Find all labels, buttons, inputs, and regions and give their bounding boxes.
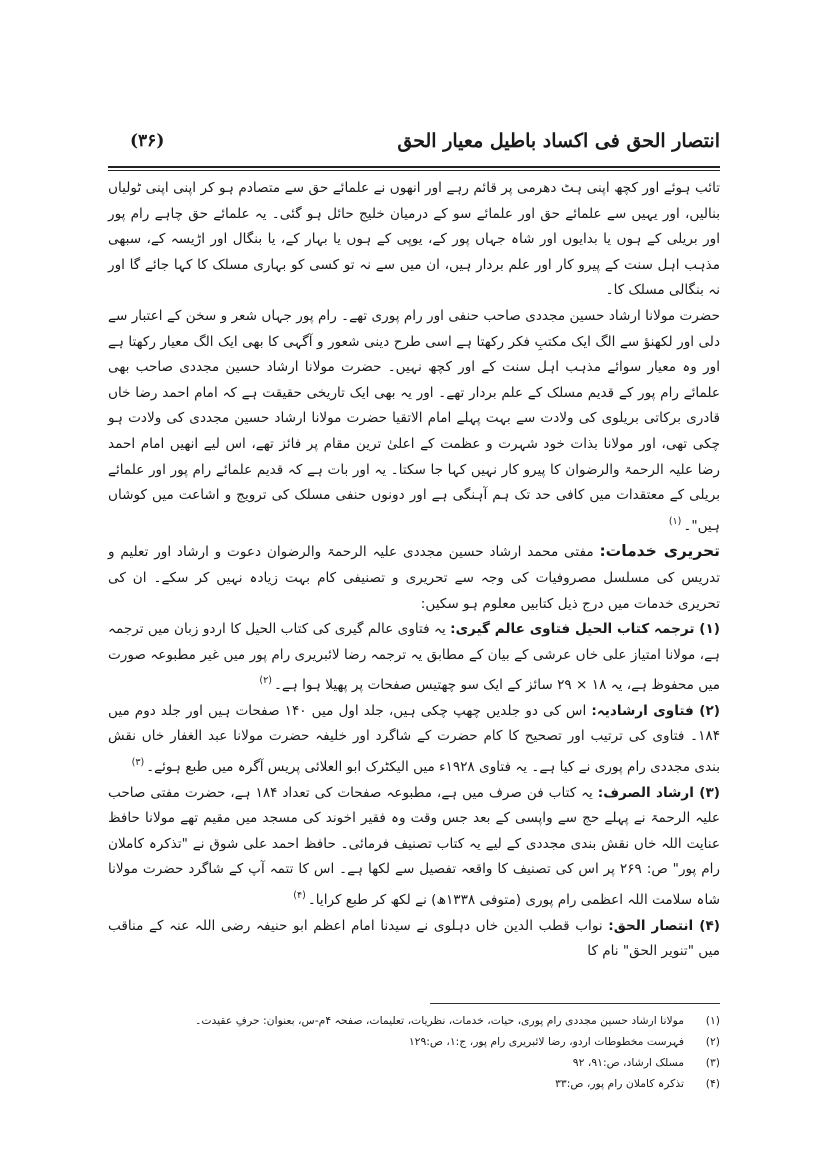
body-text [108,176,720,965]
item-heading-3: (۳) ارشاد الصرف: [597,784,720,801]
footnote: (۴) تذکرہ کاملان رام پور، ص:۳۳ [555,1077,720,1090]
footnote-ref-2: (۲) [259,675,272,687]
footnote-ref-4: (۴) [293,890,306,902]
paragraph-1: تائب ہوئے اور کچھ اپنی ہٹ دھرمی پر قائم رہے اور انھوں نے علمائے حق سے متصادم ہو کر اپنی اپنی ٹولیاں بنالیں، اور یہیں سے علمائے حق اور علمائے سو کے درمیان خلیج حائل ہو گئی۔ یہ علمائے حق چاہے رام پور اور بریلی کے ہوں یا بدایوں اور شاہ جہاں پور کے، یوپی کے ہوں یا بہار کے، یا بنگال اور اڑیسہ کے، سبھی مذہب اہل سنت کے پیرو کار اور علم بردار ہیں، ان میں سے نہ تو کسی کو بہاری مسلک کا کہا جائے گا اور نہ بنگالی مسلک کا۔ [108,180,720,299]
footnotes [108,1010,720,1094]
paragraph-2: حضرت مولانا ارشاد حسین مجددی صاحب حنفی اور رام پوری تھے۔ رام پور جہاں شعر و سخن کے اعتبار سے دلی اور لکھنؤ سے الگ ایک مکتبِ فکر رکھتا ہے اسی طرح دینی شعور و آگہی کا بھی ایک الگ معیار رکھتا ہے اور وہ معیار سوائے مذہب اہل سنت کے اور کچھ نہیں۔ حضرت مولانا ارشاد حسین مجددی صاحب بھی علمائے رام پور کے قدیم مسلک کے علم بردار تھے۔ اور یہ بھی ایک تاریخی حقیقت ہے کہ امام احمد رضا خاں قادری برکاتی بریلوی کی ولادت سے بہت پہلے امام الاتقیا حضرت مولانا ارشاد حسین مجددی کی ولادت ہو چکی تھی، اور مولانا بذات خود شہرت و عظمت کے اعلیٰ ترین مقام پر فائز تھے، اس لیے انھیں امام احمد رضا علیہ الرحمۃ والرضوان کا پیرو کار نہیں کہا جا سکتا۔ یہ اور بات ہے کہ قدیم علمائے رام پور اور علمائے بریلی کے معتقدات میں کافی حد تک ہم آہنگی ہے اور دونوں حنفی مسلک کی ترویج و اشاعت میں کوشاں ہیں"۔$^{(۱)}$ [108,307,720,534]
section-heading: تحریری خدمات: [599,542,720,561]
item-heading-4: (۴) انتصار الحق: [608,917,720,934]
page-number: (۳۶) [130,131,165,151]
paragraph-6: (۳) ارشاد الصرف: یہ کتاب فن صرف میں ہے، مطبوعہ صفحات کی تعداد ۱۸۴ ہے، حضرت مفتی صاحب علیہ الرحمۃ نے پہلے حج سے واپسی کے بعد جس وقت وہ فقیر اخوند کی مسجد میں مقیم تھے مولانا حافظ عنایت اللہ خاں نقش بندی مجددی کے لیے یہ کتاب تصنیف فرمائی۔ حافظ احمد علی شوق نے "تذکرہ کاملان رام پور" ص: ۲۶۹ پر اس کی تصنیف کا واقعہ تفصیل سے لکھا ہے۔ اس کا تتمہ آپ کے شاگرد حضرت مولانا شاہ سلامت اللہ اعظمی رام پوری (متوفی ۱۳۳۸ھ) نے لکھ کر طبع کرایا۔$^{(۴)}$ [108,784,720,909]
paragraph-4: (۱) ترجمہ کتاب الحیل فتاوی عالم گیری: یہ فتاوی عالم گیری کی کتاب الحیل کا اردو زبان میں ترجمہ ہے، مولانا امتیاز علی خاں عرشی کے بیان کے مطابق یہ ترجمہ رضا لائبریری رام پور میں غیر مطبوعہ صورت میں محفوظ ہے، یہ ۱۸ × ۲۹ سائز کے ایک سو چھتیس صفحات پر پھیلا ہوا ہے۔$^{(۲)}$ [108,621,720,694]
header-rule [108,166,720,171]
running-header [108,126,720,166]
footnote: (۲) فہرست مخطوطات اردو، رضا لائبریری رام پور، ج:۱، ص:۱۲۹ [408,1035,720,1048]
item-heading-1: (۱) ترجمہ کتاب الحیل فتاوی عالم گیری: [450,621,720,638]
paragraph-5: (۲) فتاوی ارشادیہ: اس کی دو جلدیں چھپ چکی ہیں، جلد اول میں ۱۴۰ صفحات ہیں اور جلد دوم میں ۱۸۴۔ فتاوی کی ترتیب اور تصحیح کا کام حضرت کے شاگرد اور خلیفہ حضرت مولانا عبد الغفار خاں نقش بندی مجددی رام پوری نے کیا ہے۔ یہ فتاوی ۱۹۲۸ء میں الیکٹرک ابو العلائی پریس آگرہ میں طبع ہوئے۔$^{(۳)}$ [108,702,720,776]
footnote-rule [430,1003,720,1004]
book-title: انتصار الحق فی اکساد باطیل معیار الحق [397,130,720,152]
footnote-ref-1: (۱) [668,515,682,527]
footnote: (۳) مسلک ارشاد، ص:۹۱، ۹۲ [572,1056,720,1069]
paragraph-3: تحریری خدمات: مفتی محمد ارشاد حسین مجددی علیہ الرحمۃ والرضوان دعوت و ارشاد اور تعلیم و تدریس کی مسلسل مصروفیات کی وجہ سے تحریری و تصنیفی کام بہت زیادہ نہیں کر سکے۔ ان کی تحریری خدمات میں درج ذیل کتابیں معلوم ہو سکیں: [108,542,720,612]
footnote-ref-3: (۳) [131,757,145,769]
item-heading-2: (۲) فتاوی ارشادیہ: [591,702,720,719]
paragraph-7: (۴) انتصار الحق: نواب قطب الدین خاں دہلوی نے سیدنا امام اعظم ابو حنیفہ رضی اللہ عنہ کے مناقب میں "تنویر الحق" نام کا [108,917,720,960]
footnote: (۱) مولانا ارشاد حسین مجددی رام پوری، حیات، خدمات، نظریات، تعلیمات، صفحہ ۴م-س، بعنوان: حرفِ عقیدت۔ [195,1014,720,1027]
